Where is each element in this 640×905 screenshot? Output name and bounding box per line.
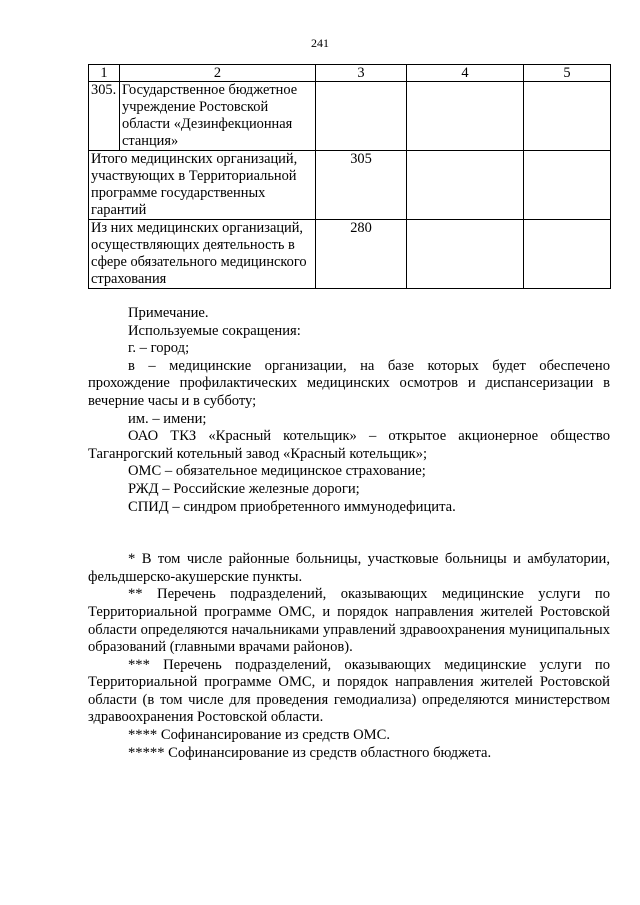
abbreviation-item: им. – имени; [128, 410, 207, 427]
organizations-table [88, 64, 611, 289]
cell-column-4 [407, 82, 524, 151]
page-number: 241 [311, 36, 329, 50]
abbreviation-item: СПИД – синдром приобретенного иммунодефицита. [128, 498, 456, 515]
cell-column-5 [524, 82, 611, 151]
abbreviation-item: ОАО ТКЗ «Красный котельщик» – открытое акционерное общество Таганрогский котельный завод «Красный котельщик»; [88, 428, 610, 462]
footnote: ** Перечень подразделений, оказывающих медицинские услуги по Территориальной программе ОМС, и порядок направления жителей Ростовской области определяются начальниками управлений здравоохранения муниципальных образований (главными врачами районов). [88, 586, 610, 656]
cell-column-3 [316, 82, 407, 151]
footnote: *** Перечень подразделений, оказывающих медицинские услуги по Территориальной программе ОМС, и порядок направления жителей Ростовской области (в том числе для проведения гемодиализа) определяются министерством здравоохранения Ростовской области. [88, 656, 610, 726]
footnote: **** Софинансирование из средств ОМС. [128, 727, 391, 744]
column-header: 5 [524, 65, 611, 82]
abbreviation-item: г. – город; [128, 340, 190, 357]
footnote: ***** Софинансирование из средств областного бюджета. [128, 744, 492, 761]
notes-title: Примечание. [128, 305, 209, 321]
abbreviations-heading: Используемые сокращения: [128, 322, 301, 339]
cell-column-5 [524, 151, 611, 220]
abbreviation-item: в – медицинские организации, на базе которых будет обеспечено прохождение профилактических медицинских осмотров и диспансеризации в вечерние часы и в субботу; [88, 357, 610, 409]
table-row [89, 82, 611, 151]
column-header: 2 [120, 65, 316, 82]
total-value: 305 [316, 151, 407, 220]
notes-section [88, 305, 610, 762]
oms-label: Из них медицинских организаций, осуществляющих деятельность в сфере обязательного медицинского страхования [89, 220, 316, 289]
table-header-row [89, 65, 611, 82]
column-header: 1 [89, 65, 120, 82]
oms-row [89, 220, 611, 289]
blank-space [88, 516, 610, 551]
cell-column-4 [407, 151, 524, 220]
column-header: 4 [407, 65, 524, 82]
organization-name: Государственное бюджетное учреждение Ростовской области «Дезинфекционная станция» [120, 82, 316, 151]
cell-column-5 [524, 220, 611, 289]
total-row [89, 151, 611, 220]
abbreviation-item: РЖД – Российские железные дороги; [128, 480, 360, 497]
total-label: Итого медицинских организаций, участвующих в Территориальной программе государственных гарантий [89, 151, 316, 220]
abbreviation-item: ОМС – обязательное медицинское страхование; [128, 463, 426, 480]
column-header: 3 [316, 65, 407, 82]
footnote: * В том числе районные больницы, участковые больницы и амбулатории, фельдшерско-акушерские пункты. [88, 551, 610, 585]
oms-value: 280 [316, 220, 407, 289]
row-number: 305. [89, 82, 120, 151]
cell-column-4 [407, 220, 524, 289]
